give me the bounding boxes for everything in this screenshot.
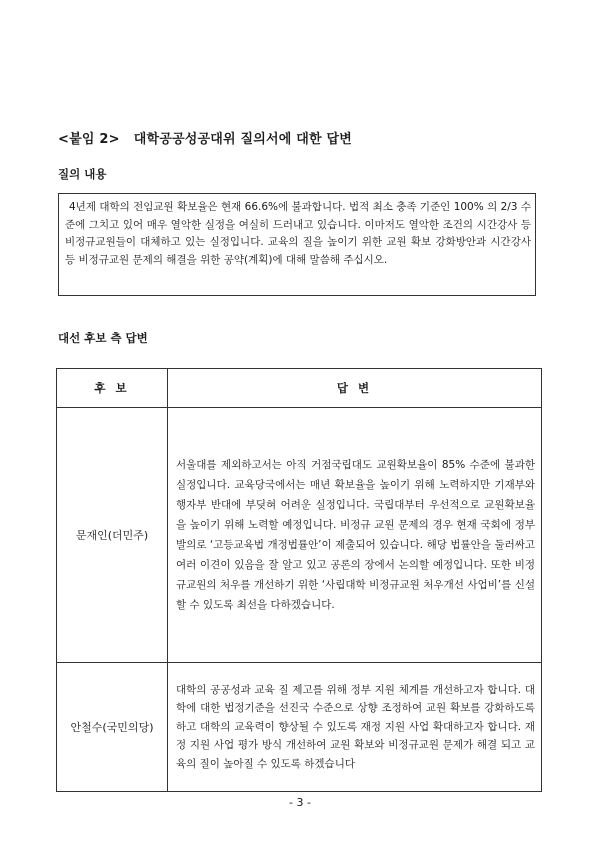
candidate-name: 안철수(국민의당) (57, 663, 168, 792)
answers-heading: 대선 후보 측 답변 (58, 331, 148, 345)
document-title (58, 128, 352, 147)
candidate-name: 문재인(더민주) (57, 408, 168, 663)
answer-table (56, 368, 542, 792)
attachment-label: <붙임 2> (58, 132, 120, 147)
question-body: 4년제 대학의 전임교원 확보율은 현재 66.6%에 불과합니다. 법적 최소 충족 기준인 100% 의 2/3 수준에 그치고 있어 매우 열악한 실정을 여실히 드러내고 있습니다. 이마저도 열악한 조건의 시간강사 등 비정규교원들이 대체하고 있는 실정입니다. 교육의 질을 높이기 위한 교원 확보 강화방안과 시간강사 등 비정규교원 문제의 해결을 위한 공약(계획)에 대해 말씀해 주십시오. (65, 201, 531, 266)
table-row (57, 408, 542, 663)
title-text: 대학공공성공대위 질의서에 대한 답변 (133, 132, 352, 147)
question-box (58, 193, 536, 296)
page-number: - 3 - (289, 796, 311, 809)
question-heading: 질의 내용 (58, 167, 107, 181)
candidate-answer: 서울대를 제외하고서는 아직 거점국립대도 교원확보율이 85% 수준에 불과한 실정입니다. 교육당국에서는 매년 확보율을 높이기 위해 노력하지만 기재부와 행자부 반대에 부딪혀 어려운 실정입니다. 국립대부터 우선적으로 교원확보율을 높이기 위해 노력할 예정입니다. 비정규 교원 문제의 경우 현재 국회에 정부 발의로 ‘고등교육법 개정법률안’이 제출되어 있습니다. 해당 법률안을 둘러싸고 여러 이견이 있음을 잘 알고 있고 공론의 장에서 논의할 예정입니다. 또한 비정규교원의 처우를 개선하기 위한 ‘사립대학 비정규교원 처우개선 사업비’를 신설할 수 있도록 최선을 다하겠습니다. (168, 408, 542, 663)
header-answer: 답 변 (168, 369, 542, 408)
candidate-answer: 대학의 공공성과 교육 질 제고를 위해 정부 지원 체계를 개선하고자 합니다. 대학에 대한 법정기준을 선진국 수준으로 상향 조정하여 교원 확보를 강화하도록 하고 대학의 교육력이 향상될 수 있도록 재정 지원 사업 확대하고자 합니다. 재정 지원 사업 평가 방식 개선하여 교원 확보와 비정규교원 문제가 해결 되고 교육의 질이 높아질 수 있도록 하겠습니다 (168, 663, 542, 792)
header-candidate: 후 보 (57, 369, 168, 408)
table-row (57, 663, 542, 792)
table-header-row (57, 369, 542, 408)
